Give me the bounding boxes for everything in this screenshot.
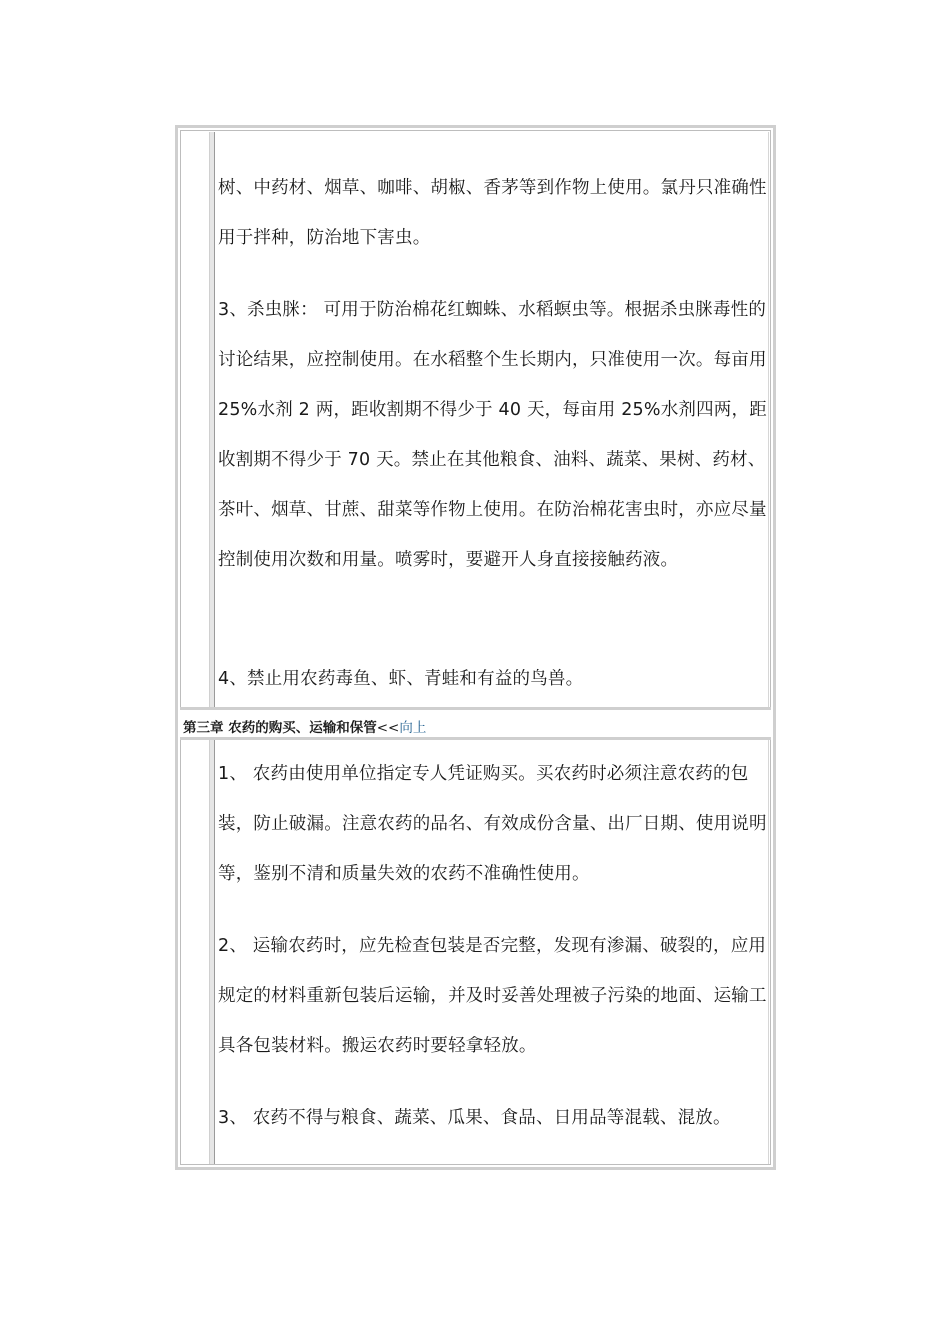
content-table [175,125,776,1170]
chapter-heading [183,716,426,736]
chapter-header-row [180,707,771,740]
top-content-cell [182,132,773,707]
paragraph-item-3-chlordimeform: 3、杀虫脒： 可用于防治棉花红蜘蛛、水稻螟虫等。根据杀虫脒毒性的讨论结果，应控制使用。在水稻整个生长期内，只准使用一次。每亩用 25%水剂 2 两，距收割期不得少于 40 天，每亩用 25%水剂四两，距收割期不得少于 70 天。禁止在其他粮食、油料、蔬菜、果树、药材、茶叶、烟草、甘蔗、甜菜等作物上使用。在防治棉花害虫时，亦应尽量控制使用次数和用量。喷雾时，要避开人身直接接触药液。 [218,300,773,570]
paragraph-item-3-storage: 3、 农药不得与粮食、蔬菜、瓜果、食品、日用品等混载、混放。 [218,1108,731,1128]
chapter-title: 第三章 农药的购买、运输和保管 [183,720,377,736]
bottom-content-cell [182,740,769,1164]
chapter-separator: << [376,720,400,736]
up-link[interactable]: 向上 [399,720,427,736]
left-rail-divider [209,740,215,1164]
left-rail-divider [209,132,215,707]
paragraph-item-2-transport: 2、 运输农药时，应先检查包装是否完整，发现有渗漏、破裂的，应用规定的材料重新包装后运输，并及时妥善处理被子污染的地面、运输工具各包装材料。搬运农药时要轻拿轻放。 [218,936,767,1056]
paragraph-pesticide-usage-end: 树、中药材、烟草、咖啡、胡椒、香茅等到作物上使用。氯丹只准确性用于拌种，防治地下害虫。 [218,178,767,248]
paragraph-item-1-purchase: 1、 农药由使用单位指定专人凭证购买。买农药时必须注意农药的包装，防止破漏。注意农药的品名、有效成份含量、出厂日期、使用说明等，鉴别不清和质量失效的农药不准确性使用。 [218,764,767,884]
paragraph-item-4-fish-ban: 4、禁止用农药毒鱼、虾、青蛙和有益的鸟兽。 [218,669,584,689]
